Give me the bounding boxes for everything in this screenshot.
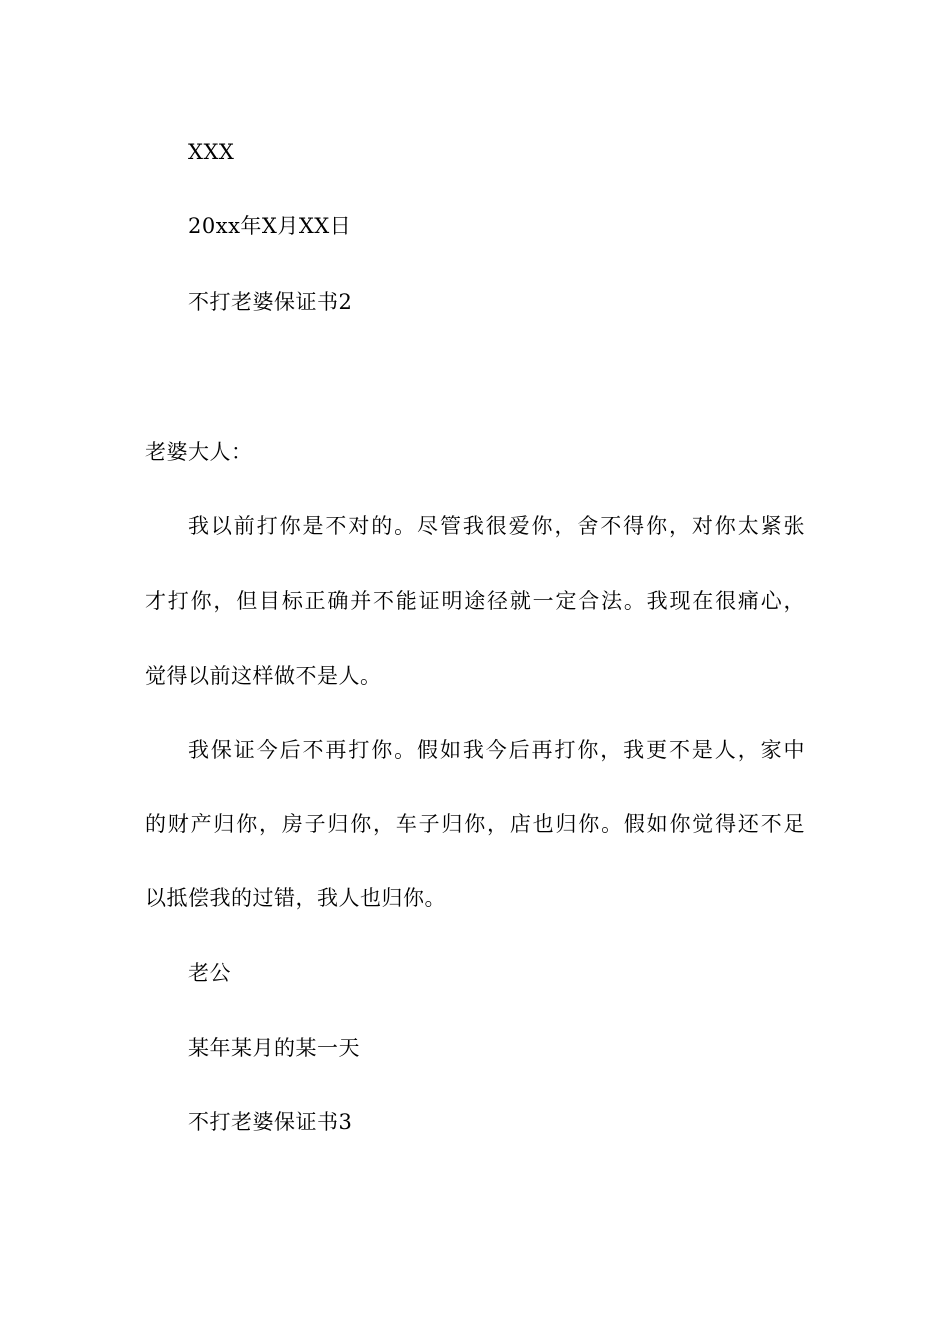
closing-signature: 老公: [188, 961, 231, 985]
salutation: 老婆大人：: [145, 440, 253, 464]
paragraph-2-line-1: 我保证今后不再打你。假如我今后再打你，我更不是人，家中: [188, 738, 805, 762]
section-heading-3: 不打老婆保证书3: [188, 1110, 353, 1134]
paragraph-1-line-3: 觉得以前这样做不是人。: [145, 664, 382, 688]
paragraph-1-line-2: 才打你，但目标正确并不能证明途径就一定合法。我现在很痛心，: [145, 589, 805, 613]
paragraph-1-line-1: 我以前打你是不对的。尽管我很爱你，舍不得你，对你太紧张: [188, 514, 805, 538]
closing-date: 某年某月的某一天: [188, 1036, 360, 1060]
signature-name: XXX: [188, 140, 235, 164]
paragraph-2-line-2: 的财产归你，房子归你，车子归你，店也归你。假如你觉得还不足: [145, 812, 805, 836]
paragraph-2-line-3: 以抵偿我的过错，我人也归你。: [145, 886, 446, 910]
section-heading-2: 不打老婆保证书2: [188, 290, 353, 314]
signature-date: 20xx年X月XX日: [188, 214, 352, 238]
